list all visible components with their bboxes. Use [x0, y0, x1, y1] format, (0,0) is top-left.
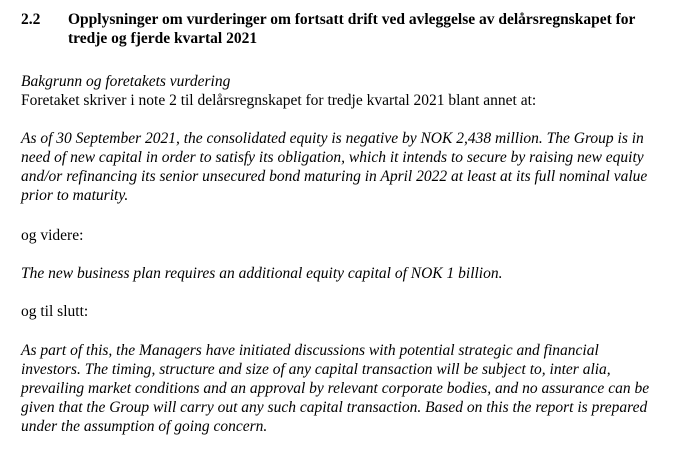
quote-going-concern: As part of this, the Managers have initiated discussions with potential strategic and financial investors. The timing, structure and size of any capital transaction will be subject to, inter alia, prevailing market conditions and an approval by relevant corporate bodies, and no assurance can be given that the Group will carry out any such capital transaction. Based on this the report is prepared under the assumption of going concern. [21, 342, 650, 435]
section-number: 2.2 [21, 11, 41, 28]
connector-og-videre: og videre: [21, 227, 84, 244]
section-title: Opplysninger om vurderinger om fortsatt drift ved avleggelse av delårsregnskapet for tredje og fjerde kvartal 2021 [68, 11, 636, 47]
background-intro: Foretaket skriver i note 2 til delårsregnskapet for tredje kvartal 2021 blant annet at: [21, 92, 537, 109]
quote-equity-negative: As of 30 September 2021, the consolidated equity is negative by NOK 2,438 million. The Group is in need of new capital in order to satisfy its obligation, which it intends to secure by raising new equity and/or refinancing its senior unsecured bond maturing in April 2022 at least at its full nominal value prior to maturity. [21, 130, 648, 204]
quote-business-plan: The new business plan requires an additional equity capital of NOK 1 billion. [21, 265, 503, 282]
background-heading: Bakgrunn og foretakets vurdering [21, 73, 231, 90]
background-block [21, 72, 661, 110]
connector-og-til-slutt: og til slutt: [21, 303, 89, 320]
